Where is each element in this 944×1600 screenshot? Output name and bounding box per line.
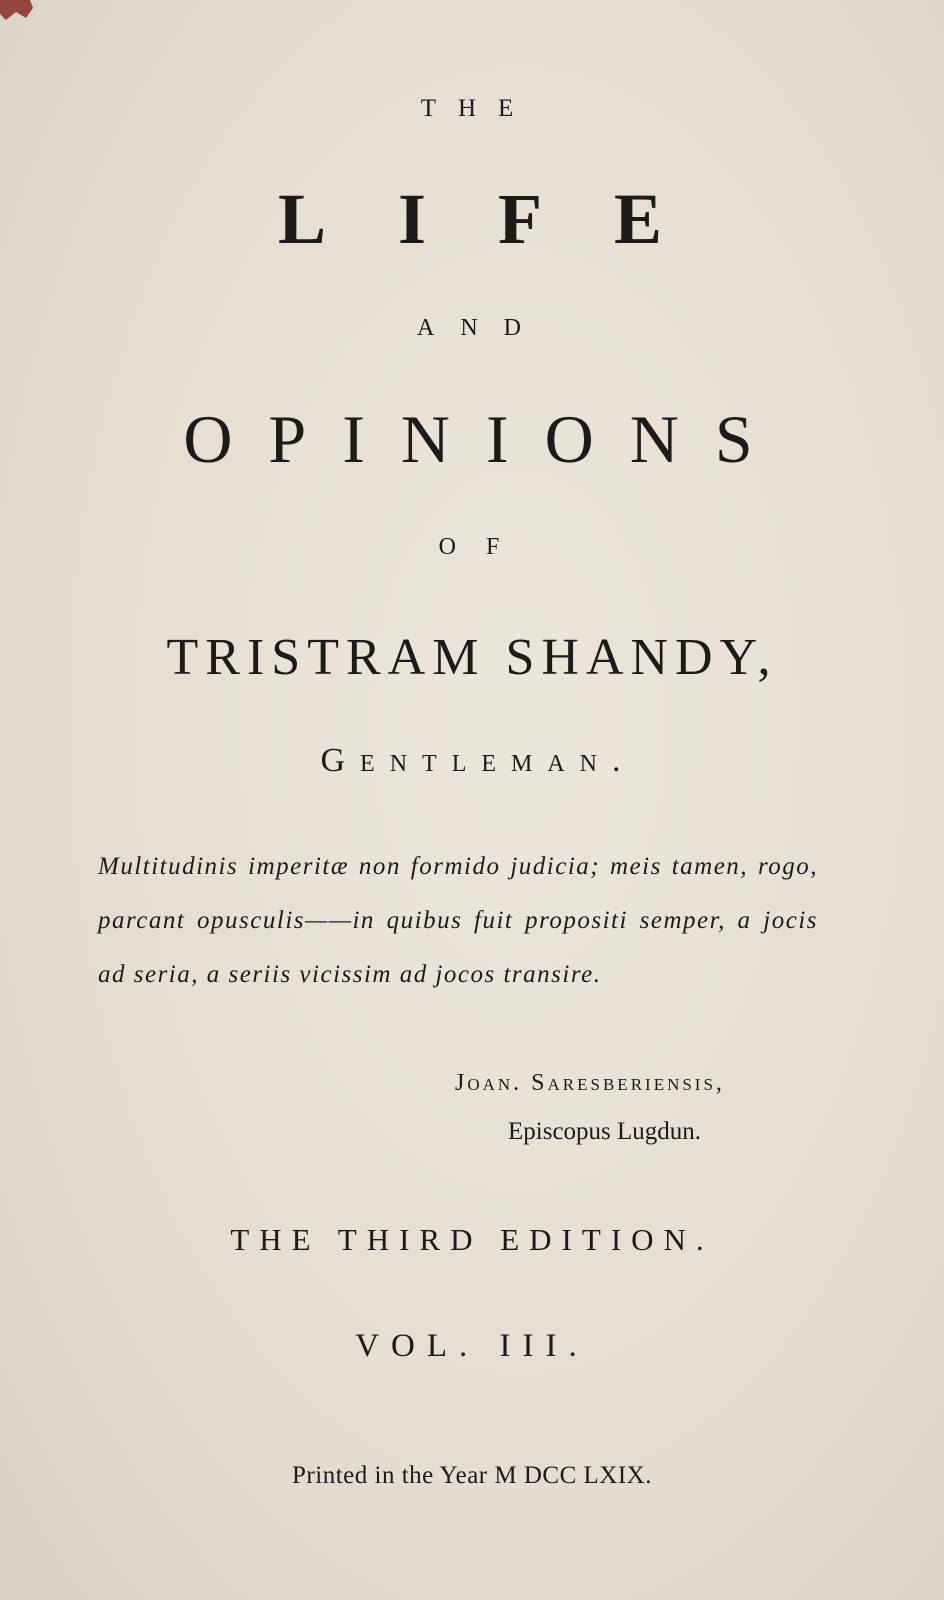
- title-name: TRISTRAM SHANDY,: [166, 629, 778, 686]
- edition-statement: THE THIRD EDITION.: [230, 1222, 714, 1257]
- title-life: LIFE: [277, 179, 735, 259]
- volume-number: VOL. III.: [355, 1328, 589, 1364]
- title-and: AND: [417, 315, 547, 341]
- latin-epigraph: Multitudinis imperitæ non formido judicia; meis tamen, rogo, parcant opusculis——in quibus fuit propositi semper, a jocis ad seria, a seriis vicissim ad jocos transire.: [98, 853, 818, 988]
- corner-mark-icon: [0, 0, 34, 22]
- epigraph-attribution-name: Joan. Saresberiensis,: [455, 1070, 725, 1096]
- title-the: THE: [420, 95, 536, 122]
- title-opinions: OPINIONS: [183, 401, 789, 477]
- title-of: OF: [438, 534, 530, 560]
- imprint-line: Printed in the Year M DCC LXIX.: [292, 1462, 652, 1489]
- title-gentleman: Gentleman.: [320, 742, 636, 779]
- epigraph-attribution-title: Episcopus Lugdun.: [508, 1118, 702, 1145]
